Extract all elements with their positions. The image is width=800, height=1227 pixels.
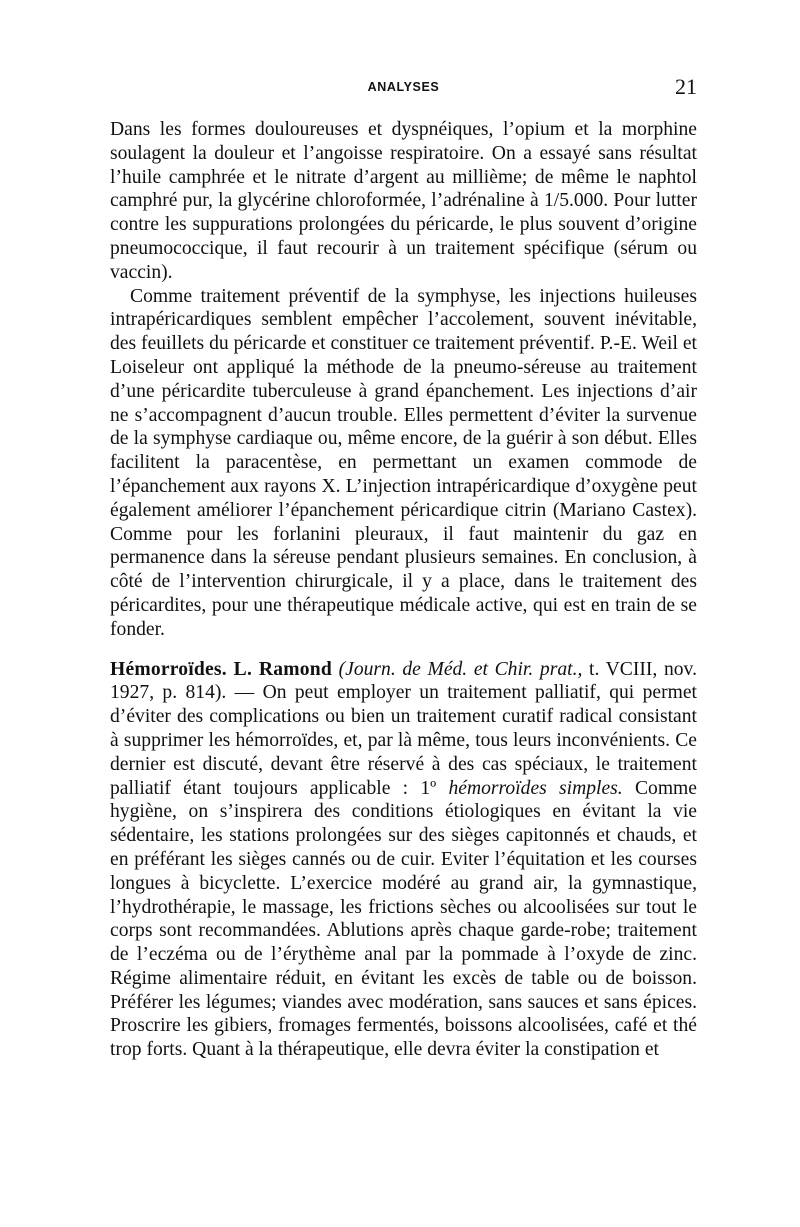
running-header bbox=[110, 74, 697, 98]
subtopic-label: hémorroïdes simples. bbox=[448, 777, 623, 799]
paragraph-opium-morphine: Dans les formes douloureuses et dyspnéiques, l’opium et la morphine soulagent la douleur et l’angoisse respiratoire. On a essayé sans résultat l’huile camphrée et le nitrate d’argent au millième; de même le naphtol camphré pur, la glycérine chloroformée, l’adrénaline à 1/5.000. Pour lutter contre les suppurations prolongées du péricarde, le plus souvent d’origine pneumococcique, il faut recourir à un traitement spécifique (sérum ou vaccin). bbox=[110, 119, 697, 283]
page-number: 21 bbox=[675, 74, 697, 99]
running-title: ANALYSES bbox=[367, 80, 440, 94]
citation-and-intro: t. VCIII, nov. 1927, p. 814). — On peut employer un traitement palliatif, qui permet d’éviter des complications ou bien un traitement curatif radical consistant à supprimer les hémorroïdes, et, par là même, tous leurs inconvénients. Ce dernier est discuté, devant être réservé à des cas spéciaux, le traitement palliatif étant toujours applicable : 1º bbox=[110, 658, 697, 799]
section-text: Comme hygiène, on s’inspirera des conditions étiologiques en évitant la vie sédentaire, les stations prolongées sur des sièges capitonnés et chauds, et en préférant les sièges cannés ou de cuir. Eviter l’équitation et les courses longues à bicyclette. L’exercice modéré au grand air, la gymnastique, l’hydrothérapie, le massage, les frictions sèches ou alcoolisées sur tout le corps sont recommandées. Ablutions après chaque garde-robe; traitement de l’eczéma ou de l’érythème anal par la pommade à l’oxyde de zinc. Régime alimentaire réduit, en évitant les excès de table ou de boisson. Préférer les légumes; viandes avec modération, sans sauces et sans épices. Proscrire les gibiers, fromages fermentés, boissons alcoolisées, café et thé trop forts. Quant à la thérapeutique, elle devra éviter la constipation et bbox=[110, 777, 697, 1061]
journal-reference: (Journ. de Méd. et Chir. prat., bbox=[338, 658, 583, 680]
paragraph-preventive-treatment: Comme traitement préventif de la symphyse, les injections huileuses intrapéricardiques semblent empêcher l’accolement, souvent inévitable, des feuillets du péricarde et constituer ce traitement préventif. P.-E. Weil et Loiseleur ont appliqué la méthode de la pneumo-séreuse au traitement d’une péricardite tuberculeuse à grand épanchement. Les injections d’air ne s’accompagnent d’aucun trouble. Elles permettent d’éviter la survenue de la symphyse cardiaque ou, même encore, de la guérir à son début. Elles facilitent la paracentèse, en permettant un examen commode de l’épanchement aux rayons X. L’injection intrapéricardique d’oxygène peut également améliorer l’épanchement péricardique citrin (Mariano Castex). Comme pour les forlanini pleuraux, il faut maintenir du gaz en permanence dans la séreuse pendant plusieurs semaines. En conclusion, à côté de l’intervention chirurgicale, il y a place, dans le traitement des péricardites, pour une thérapeutique médicale active, qui est en train de se fonder. bbox=[110, 285, 697, 640]
section-title: Hémorroïdes. L. Ramond bbox=[110, 658, 332, 680]
article-body bbox=[110, 118, 697, 1062]
section-hemorrhoids bbox=[110, 658, 697, 1063]
